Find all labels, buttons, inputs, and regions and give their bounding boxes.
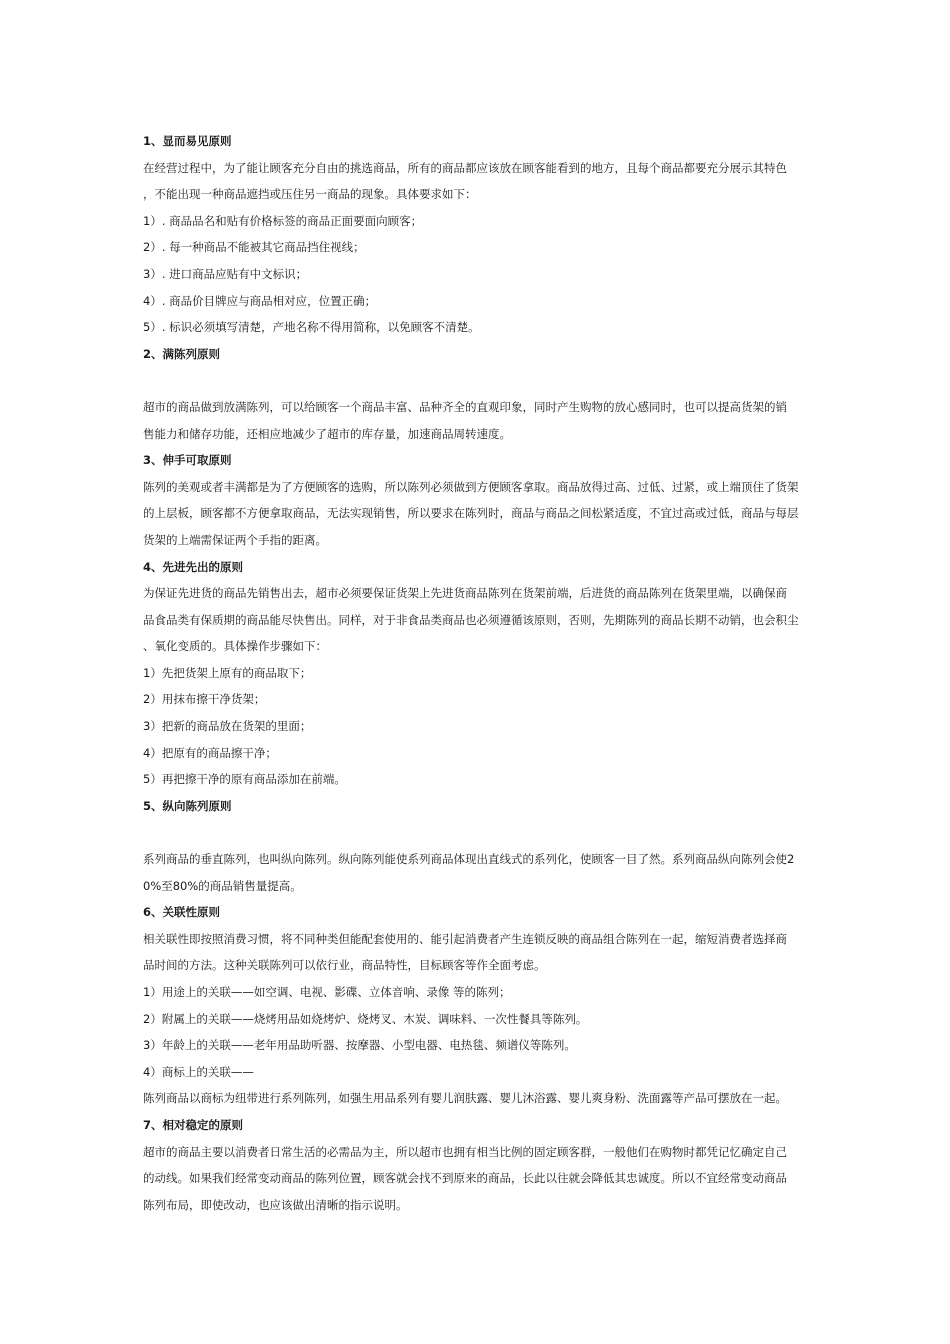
paragraph-line: 2）附属上的关联——烧烤用品如烧烤炉、烧烤叉、木炭、调味料、一次性餐具等陈列。 — [143, 1011, 588, 1026]
document-page — [143, 128, 811, 1218]
paragraph-line: 为保证先进货的商品先销售出去，超市必须要保证货架上先进货商品陈列在货架前端，后进货的商品陈列在货架里端，以确保商 — [143, 586, 787, 601]
paragraph-line: 5）. 标识必须填写清楚，产地名称不得用简称，以免顾客不清楚。 — [143, 320, 480, 335]
paragraph-line: 3）把新的商品放在货架的里面； — [143, 719, 312, 734]
paragraph-line: 货架的上端需保证两个手指的距离。 — [143, 532, 327, 547]
paragraph-line: ，不能出现一种商品遮挡或压住另一商品的现象。具体要求如下： — [143, 187, 477, 202]
blank-line — [143, 367, 811, 394]
section-heading: 3、伸手可取原则 — [143, 453, 232, 468]
paragraph-line: 系列商品的垂直陈列，也叫纵向陈列。纵向陈列能使系列商品体现出直线式的系列化，使顾客一目了然。系列商品纵向陈列会使2 — [143, 852, 795, 867]
paragraph-line: 超市的商品主要以消费者日常生活的必需品为主，所以超市也拥有相当比例的固定顾客群，一般他们在购物时都凭记忆确定自己 — [143, 1144, 787, 1159]
paragraph-line: 品时间的方法。这种关联陈列可以依行业，商品特性，目标顾客等作全面考虑。 — [143, 958, 546, 973]
paragraph-line: 1）先把货架上原有的商品取下； — [143, 665, 312, 680]
paragraph-line: 的上层板，顾客都不方便拿取商品，无法实现销售，所以要求在陈列时，商品与商品之间松紧适度，不宜过高或过低，商品与每层 — [143, 506, 799, 521]
paragraph-line: 1）. 商品品名和贴有价格标签的商品正面要面向顾客； — [143, 213, 423, 228]
paragraph-line: 相关联性即按照消费习惯，将不同种类但能配套使用的、能引起消费者产生连锁反映的商品组合陈列在一起，缩短消费者选择商 — [143, 931, 787, 946]
section-heading: 5、纵向陈列原则 — [143, 798, 232, 813]
paragraph-line: 1）用途上的关联——如空调、电视、影碟、立体音响、录像 等的陈列； — [143, 985, 511, 999]
paragraph-line: 陈列商品以商标为纽带进行系列陈列，如强生用品系列有婴儿润肤露、婴儿沐浴露、婴儿爽身粉、洗面露等产品可摆放在一起。 — [143, 1091, 787, 1106]
paragraph-line: 2）. 每一种商品不能被其它商品挡住视线； — [143, 240, 365, 255]
paragraph-line: 4）商标上的关联—— — [143, 1064, 254, 1079]
paragraph-line: 4）. 商品价目牌应与商品相对应，位置正确； — [143, 293, 377, 308]
paragraph-line: 的动线。如果我们经常变动商品的陈列位置，顾客就会找不到原来的商品，长此以往就会降低其忠诚度。所以不宜经常变动商品 — [143, 1171, 787, 1186]
paragraph-line: 品食品类有保质期的商品能尽快售出。同样，对于非食品类商品也必须遵循该原则，否则，先期陈列的商品长期不动销，也会积尘 — [143, 612, 799, 627]
paragraph-line: 陈列布局，即使改动，也应该做出清晰的指示说明。 — [143, 1197, 408, 1212]
section-heading: 6、关联性原则 — [143, 905, 221, 920]
paragraph-line: 3）年龄上的关联——老年用品助听器、按摩器、小型电器、电热毯、频谱仪等陈列。 — [143, 1038, 576, 1053]
blank-line — [143, 819, 811, 846]
paragraph-line: 售能力和储存功能，还相应地减少了超市的库存量，加速商品周转速度。 — [143, 426, 511, 441]
paragraph-line: 2）用抹布擦干净货架； — [143, 692, 266, 707]
paragraph-line: 在经营过程中，为了能让顾客充分自由的挑选商品，所有的商品都应该放在顾客能看到的地方，且每个商品都要充分展示其特色 — [143, 160, 787, 175]
section-heading: 1、显而易见原则 — [143, 134, 232, 148]
paragraph-line: 5）再把擦干净的原有商品添加在前端。 — [143, 772, 346, 787]
paragraph-line: 陈列的美观或者丰满都是为了方便顾客的选购，所以陈列必须做到方便顾客拿取。商品放得过高、过低、过紧，或上端顶住了货架 — [143, 479, 799, 494]
section-heading: 4、先进先出的原则 — [143, 559, 244, 574]
paragraph-line: 超市的商品做到放满陈列，可以给顾客一个商品丰富、品种齐全的直观印象，同时产生购物的放心感同时，也可以提高货架的销 — [143, 399, 787, 414]
paragraph-line: 0%至80%的商品销售量提高。 — [143, 878, 302, 893]
section-heading: 7、相对稳定的原则 — [143, 1117, 244, 1132]
paragraph-line: 3）. 进口商品应贴有中文标识； — [143, 266, 308, 281]
paragraph-line: 4）把原有的商品擦干净； — [143, 745, 277, 760]
paragraph-line: 、氧化变质的。具体操作步骤如下： — [143, 639, 327, 654]
section-heading: 2、满陈列原则 — [143, 346, 221, 361]
